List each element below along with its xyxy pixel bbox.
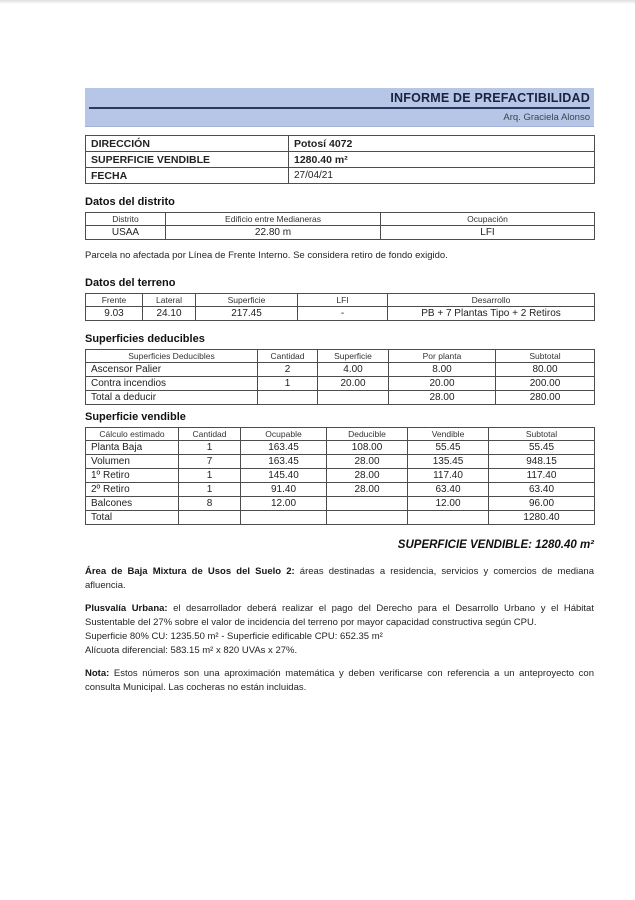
- column-header: Ocupación: [381, 213, 595, 226]
- cell: 1: [258, 377, 318, 391]
- cell: 80.00: [496, 363, 595, 377]
- column-header: Por planta: [389, 350, 496, 363]
- cell: 96.00: [489, 497, 595, 511]
- cell: Contra incendios: [86, 377, 258, 391]
- table-row: [86, 363, 595, 377]
- cell: [258, 391, 318, 405]
- cell: USAA: [86, 226, 166, 240]
- info-table: [85, 135, 595, 184]
- table-row: [86, 136, 595, 152]
- terreno-table: [85, 293, 595, 321]
- table-row: [86, 350, 595, 363]
- column-header: Deducible: [327, 428, 408, 441]
- cell: Volumen: [86, 455, 179, 469]
- table-row: [86, 391, 595, 405]
- cell: [408, 511, 489, 525]
- cell: Total: [86, 511, 179, 525]
- table-row: [86, 307, 595, 321]
- vendible-table: [85, 427, 595, 525]
- table-row: [86, 168, 595, 184]
- row-label: FECHA: [86, 168, 289, 184]
- row-label: DIRECCIÓN: [86, 136, 289, 152]
- cell: 63.40: [489, 483, 595, 497]
- cell: 28.00: [389, 391, 496, 405]
- plusvalia-lead: Plusvalía Urbana:: [85, 603, 168, 614]
- plusvalia-block: [85, 602, 594, 658]
- cell: 12.00: [408, 497, 489, 511]
- cell: 22.80 m: [166, 226, 381, 240]
- table-row: [86, 294, 595, 307]
- table-row: [86, 226, 595, 240]
- cell: 2º Retiro: [86, 483, 179, 497]
- cell: 24.10: [143, 307, 196, 321]
- column-header: Subtotal: [496, 350, 595, 363]
- column-header: Frente: [86, 294, 143, 307]
- cell: 117.40: [489, 469, 595, 483]
- cell: 20.00: [318, 377, 389, 391]
- table-row: [86, 441, 595, 455]
- table-row: [86, 152, 595, 168]
- cell: -: [298, 307, 388, 321]
- cell: 1: [179, 441, 241, 455]
- section-heading-deducibles: Superficies deducibles: [85, 333, 205, 345]
- cell: 1280.40: [489, 511, 595, 525]
- cell: 55.45: [408, 441, 489, 455]
- section-heading-vendible: Superficie vendible: [85, 411, 186, 423]
- cell: Planta Baja: [86, 441, 179, 455]
- cell: Potosí 4072: [289, 136, 595, 152]
- cell: 280.00: [496, 391, 595, 405]
- mixtura-paragraph: [85, 565, 594, 593]
- mixtura-body: áreas destinadas a residencia, servicios y comercios de mediana afluencia.: [85, 566, 594, 591]
- column-header: LFI: [298, 294, 388, 307]
- cell: Ascensor Palier: [86, 363, 258, 377]
- cell: 217.45: [196, 307, 298, 321]
- cell: 20.00: [389, 377, 496, 391]
- cell: 8: [179, 497, 241, 511]
- cell: 163.45: [241, 441, 327, 455]
- cell: [179, 511, 241, 525]
- table-row: [86, 511, 595, 525]
- distrito-table: [85, 212, 595, 240]
- cell: 108.00: [327, 441, 408, 455]
- cell: 28.00: [327, 483, 408, 497]
- column-header: Vendible: [408, 428, 489, 441]
- plusvalia-paragraph: [85, 602, 594, 630]
- cell: [327, 511, 408, 525]
- plusvalia-body: el desarrollador deberá realizar el pago del Derecho para el Desarrollo Urbano y el Hábitat Sustentable del 27% sobre el valor de incidencia del terreno por mayor capacidad constructiva según CPU.: [85, 603, 594, 628]
- column-header: Ocupable: [241, 428, 327, 441]
- column-header: Cálculo estimado: [86, 428, 179, 441]
- cell: 27/04/21: [289, 168, 595, 184]
- column-header: Cantidad: [258, 350, 318, 363]
- cell: 200.00: [496, 377, 595, 391]
- report-header-band: [85, 88, 594, 127]
- superficie-vendible-summary: SUPERFICIE VENDIBLE: 1280.40 m²: [397, 539, 594, 551]
- cell: 1: [179, 469, 241, 483]
- cell: 12.00: [241, 497, 327, 511]
- nota-lead: Nota:: [85, 668, 110, 679]
- cell: 28.00: [327, 469, 408, 483]
- cell: Balcones: [86, 497, 179, 511]
- column-header: Superficie: [196, 294, 298, 307]
- cell: 9.03: [86, 307, 143, 321]
- table-row: [86, 428, 595, 441]
- cell: 1º Retiro: [86, 469, 179, 483]
- column-header: Superficie: [318, 350, 389, 363]
- parcela-note: Parcela no afectada por Línea de Frente Interno. Se considera retiro de fondo exigido.: [85, 250, 448, 261]
- cell: 145.40: [241, 469, 327, 483]
- cell: [318, 391, 389, 405]
- table-row: [86, 469, 595, 483]
- nota-paragraph: [85, 667, 594, 695]
- cell: 8.00: [389, 363, 496, 377]
- cell: LFI: [381, 226, 595, 240]
- table-row: [86, 497, 595, 511]
- cell: 1280.40 m²: [289, 152, 595, 168]
- table-row: [86, 483, 595, 497]
- deducibles-table: [85, 349, 595, 405]
- cell: [241, 511, 327, 525]
- cell: 28.00: [327, 455, 408, 469]
- superficie-cu-line: Superficie 80% CU: 1235.50 m² - Superficie edificable CPU: 652.35 m²: [85, 631, 383, 642]
- column-header: Desarrollo: [388, 294, 595, 307]
- nota-body: Estos números son una aproximación matemática y deben verificarse con referencia a un anteproyecto con consulta Municipal. Las cocheras no están incluidas.: [85, 668, 594, 693]
- section-heading-terreno: Datos del terreno: [85, 277, 176, 289]
- table-row: [86, 213, 595, 226]
- cell: 63.40: [408, 483, 489, 497]
- cell: 4.00: [318, 363, 389, 377]
- cell: 948.15: [489, 455, 595, 469]
- table-row: [86, 377, 595, 391]
- column-header: Cantidad: [179, 428, 241, 441]
- cell: Total a deducir: [86, 391, 258, 405]
- cell: 163.45: [241, 455, 327, 469]
- column-header: Subtotal: [489, 428, 595, 441]
- column-header: Edificio entre Medianeras: [166, 213, 381, 226]
- cell: 7: [179, 455, 241, 469]
- cell: 91.40: [241, 483, 327, 497]
- cell: PB + 7 Plantas Tipo + 2 Retiros: [388, 307, 595, 321]
- column-header: Lateral: [143, 294, 196, 307]
- column-header: Distrito: [86, 213, 166, 226]
- report-title: INFORME DE PREFACTIBILIDAD: [89, 91, 590, 109]
- section-heading-distrito: Datos del distrito: [85, 196, 175, 208]
- cell: 1: [179, 483, 241, 497]
- cell: 2: [258, 363, 318, 377]
- report-author: Arq. Graciela Alonso: [503, 112, 590, 123]
- cell: 135.45: [408, 455, 489, 469]
- table-row: [86, 455, 595, 469]
- cell: 55.45: [489, 441, 595, 455]
- cell: [327, 497, 408, 511]
- row-label: SUPERFICIE VENDIBLE: [86, 152, 289, 168]
- alicuota-line: Alícuota diferencial: 583.15 m² x 820 UVAs x 27%.: [85, 645, 298, 656]
- column-header: Superficies Deducibles: [86, 350, 258, 363]
- mixtura-lead: Área de Baja Mixtura de Usos del Suelo 2:: [85, 566, 295, 577]
- cell: 117.40: [408, 469, 489, 483]
